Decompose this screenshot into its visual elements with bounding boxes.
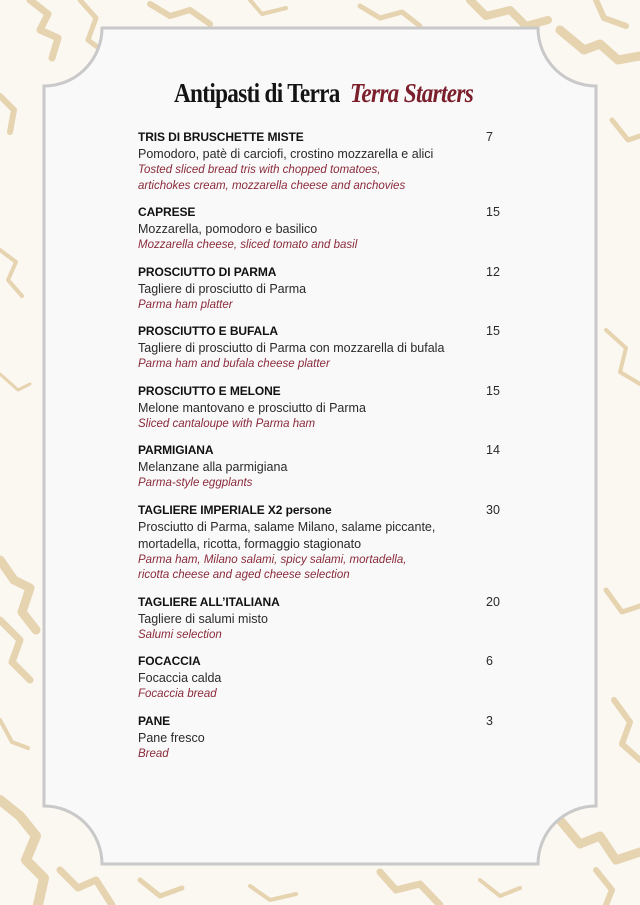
menu-item-price: 30: [486, 502, 500, 517]
menu-item-description-english: Tosted sliced bread tris with chopped tomatoes, artichokes cream, mozzarella cheese and anchovies: [138, 164, 406, 192]
menu-item: [138, 323, 503, 373]
menu-item-description-english: Parma ham, Milano salami, spicy salami, mortadella, ricotta cheese and aged cheese selection: [138, 553, 407, 581]
menu-item: [138, 502, 503, 584]
menu-item: [138, 383, 503, 433]
menu-item-description-english: Bread: [138, 747, 169, 760]
menu-item-name: PROSCIUTTO DI PARMA: [138, 264, 277, 279]
title-english: Terra Starters: [349, 78, 473, 108]
menu-item-description-italian: Prosciutto di Parma, salame Milano, salame piccante, mortadella, ricotta, formaggio stagionato: [138, 519, 436, 551]
menu-item-description-italian: Tagliere di prosciutto di Parma con mozzarella di bufala: [138, 341, 445, 355]
menu-item-name: TAGLIERE ALL’ITALIANA: [138, 594, 280, 609]
title-italian: Antipasti di Terra: [174, 78, 340, 108]
menu-item-price: 20: [486, 594, 500, 609]
menu-item-name: TAGLIERE IMPERIALE X2 persone: [138, 502, 332, 517]
menu-item-name: PROSCIUTTO E BUFALA: [138, 324, 278, 338]
menu-item-name: CAPRESE: [138, 205, 196, 219]
menu-item-price: 15: [486, 324, 500, 338]
menu-item-price: 7: [486, 130, 493, 144]
menu-item-name: PROSCIUTTO E MELONE: [138, 383, 281, 398]
menu-item-price: 6: [486, 654, 493, 668]
menu-list: [138, 129, 503, 772]
menu-item: [138, 264, 503, 314]
menu-item-name: PARMIGIANA: [138, 443, 214, 457]
menu-item-price: 14: [486, 443, 500, 457]
menu-item: [138, 442, 503, 492]
menu-item-description-english: Focaccia bread: [138, 688, 217, 700]
menu-item-description-italian: Tagliere di prosciutto di Parma: [138, 281, 307, 296]
menu-item: [138, 653, 503, 703]
menu-item-description-italian: Mozzarella, pomodoro e basilico: [138, 222, 318, 236]
menu-item-description-english: Salumi selection: [138, 628, 222, 641]
menu-item-description-italian: Melanzane alla parmigiana: [138, 460, 288, 474]
menu-item-name: PANE: [138, 713, 171, 728]
menu-item-description-english: Mozzarella cheese, sliced tomato and basil: [138, 239, 358, 251]
page-title: [0, 78, 640, 109]
menu-item-price: 3: [486, 713, 493, 728]
menu-item-description-italian: Focaccia calda: [138, 671, 222, 685]
menu-item-description-italian: Melone mantovano e prosciutto di Parma: [138, 400, 366, 415]
menu-item-description-english: Parma ham platter: [138, 298, 233, 311]
menu-item-description-english: Parma-style eggplants: [138, 477, 253, 489]
menu-item-name: FOCACCIA: [138, 654, 201, 668]
menu-item-description-english: Parma ham and bufala cheese platter: [138, 358, 330, 370]
menu-item-price: 15: [486, 383, 500, 398]
menu-item: [138, 713, 503, 763]
menu-item: [138, 594, 503, 644]
menu-item-description-english: Sliced cantaloupe with Parma ham: [138, 417, 316, 430]
menu-item-description-italian: Pomodoro, patè di carciofi, crostino mozzarella e alici: [138, 147, 434, 161]
menu-item: [138, 204, 503, 254]
menu-item-name: TRIS DI BRUSCHETTE MISTE: [138, 130, 304, 144]
menu-item-price: 15: [486, 205, 500, 219]
menu-item: [138, 129, 503, 194]
menu-item-price: 12: [486, 264, 500, 279]
menu-item-description-italian: Tagliere di salumi misto: [138, 611, 268, 626]
menu-item-description-italian: Pane fresco: [138, 730, 205, 745]
